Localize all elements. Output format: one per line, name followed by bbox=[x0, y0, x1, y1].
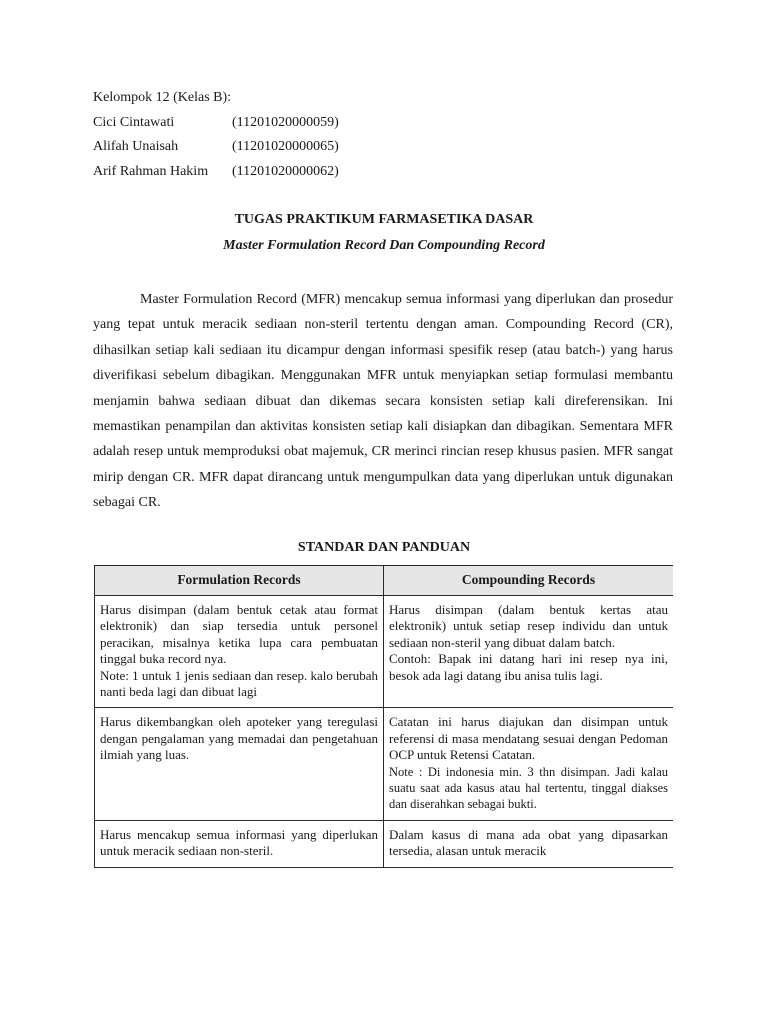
cell-text: Harus dikembangkan oleh apoteker yang teregulasi dengan pengalaman yang memadai dan pengetahuan ilmiah yang luas. bbox=[100, 714, 378, 763]
table-cell bbox=[95, 708, 384, 820]
table-row bbox=[95, 596, 674, 708]
table-cell bbox=[384, 596, 674, 708]
member-id: (11201020000062) bbox=[232, 163, 339, 179]
table-cell bbox=[95, 820, 384, 867]
member-id: (11201020000059) bbox=[232, 114, 339, 130]
intro-paragraph: Master Formulation Record (MFR) mencakup semua informasi yang diperlukan dan prosedur yang tepat untuk meracik sediaan non-steril tertentu dengan aman. Compounding Record (CR), dihasilkan setiap kali sediaan itu dicampur dengan informasi spesifik resep (atau batch-) yang harus diverifikasi sebelum dibagikan. Menggunakan MFR untuk menyiapkan setiap formulasi membantu menjamin bahwa sediaan dibuat dan dikemas secara konsisten setiap kali direferensikan. Ini memastikan penampilan dan aktivitas konsisten setiap kali disiapkan dan dibagikan. Sementara MFR adalah resep untuk memproduksi obat majemuk, CR merinci rincian resep khusus pasien. MFR sangat mirip dengan CR. MFR dapat dirancang untuk mengumpulkan data yang diperlukan untuk digunakan sebagai CR. bbox=[93, 292, 673, 511]
cell-text: Dalam kasus di mana ada obat yang dipasarkan tersedia, alasan untuk meracik bbox=[389, 826, 668, 859]
table-cell bbox=[384, 708, 674, 820]
table-cell bbox=[95, 596, 384, 708]
table-row bbox=[95, 708, 674, 820]
cell-note: Note : Di indonesia min. 3 thn disimpan. Jadi kalau suatu saat ada kasus atau hal tertentu, tinggal diakses dan diserahkan sebagai bukti. bbox=[389, 764, 668, 812]
member-row bbox=[93, 111, 339, 136]
member-id: (11201020000065) bbox=[232, 139, 339, 154]
document-title: TUGAS PRAKTIKUM FARMASETIKA DASAR bbox=[234, 212, 534, 227]
standards-table bbox=[94, 565, 673, 868]
cell-note: Contoh: Bapak ini datang hari ini resep nya ini, besok ada lagi datang ibu anisa tulis lagi. bbox=[389, 651, 668, 683]
member-row bbox=[93, 135, 339, 160]
member-name: Arif Rahman Hakim bbox=[93, 163, 209, 179]
column-header: Formulation Records bbox=[95, 566, 384, 596]
table-header-row bbox=[95, 566, 674, 596]
member-name: Alifah Unaisah bbox=[93, 139, 179, 154]
cell-note: Note: 1 untuk 1 jenis sediaan dan resep. kalo berubah nanti beda lagi dan dibuat lagi bbox=[100, 667, 378, 700]
member-row bbox=[93, 160, 339, 185]
document-subtitle: Master Formulation Record Dan Compounding Record bbox=[223, 238, 545, 253]
column-header: Compounding Records bbox=[384, 566, 674, 596]
table-cell bbox=[384, 820, 674, 867]
group-info bbox=[93, 86, 339, 184]
standards-table-container bbox=[94, 565, 673, 922]
section-title: STANDAR DAN PANDUAN bbox=[297, 540, 471, 555]
cell-text: Harus disimpan (dalam bentuk cetak atau format elektronik) dan siap tersedia untuk personel peracikan, misalnya ketika lupa cara pembuatan tinggal buka record nya. bbox=[100, 602, 378, 667]
table-row bbox=[95, 820, 674, 867]
cell-text: Catatan ini harus diajukan dan disimpan untuk referensi di masa mendatang sesuai dengan Pedoman OCP untuk Retensi Catatan. bbox=[389, 714, 668, 763]
cell-text: Harus disimpan (dalam bentuk kertas atau elektronik) untuk setiap resep individu dan untuk sediaan non-steril yang dibuat dalam batch. bbox=[389, 602, 668, 650]
cell-text: Harus mencakup semua informasi yang diperlukan untuk meracik sediaan non-steril. bbox=[100, 826, 378, 859]
group-heading: Kelompok 12 (Kelas B): bbox=[93, 90, 232, 105]
member-name: Cici Cintawati bbox=[93, 114, 175, 130]
